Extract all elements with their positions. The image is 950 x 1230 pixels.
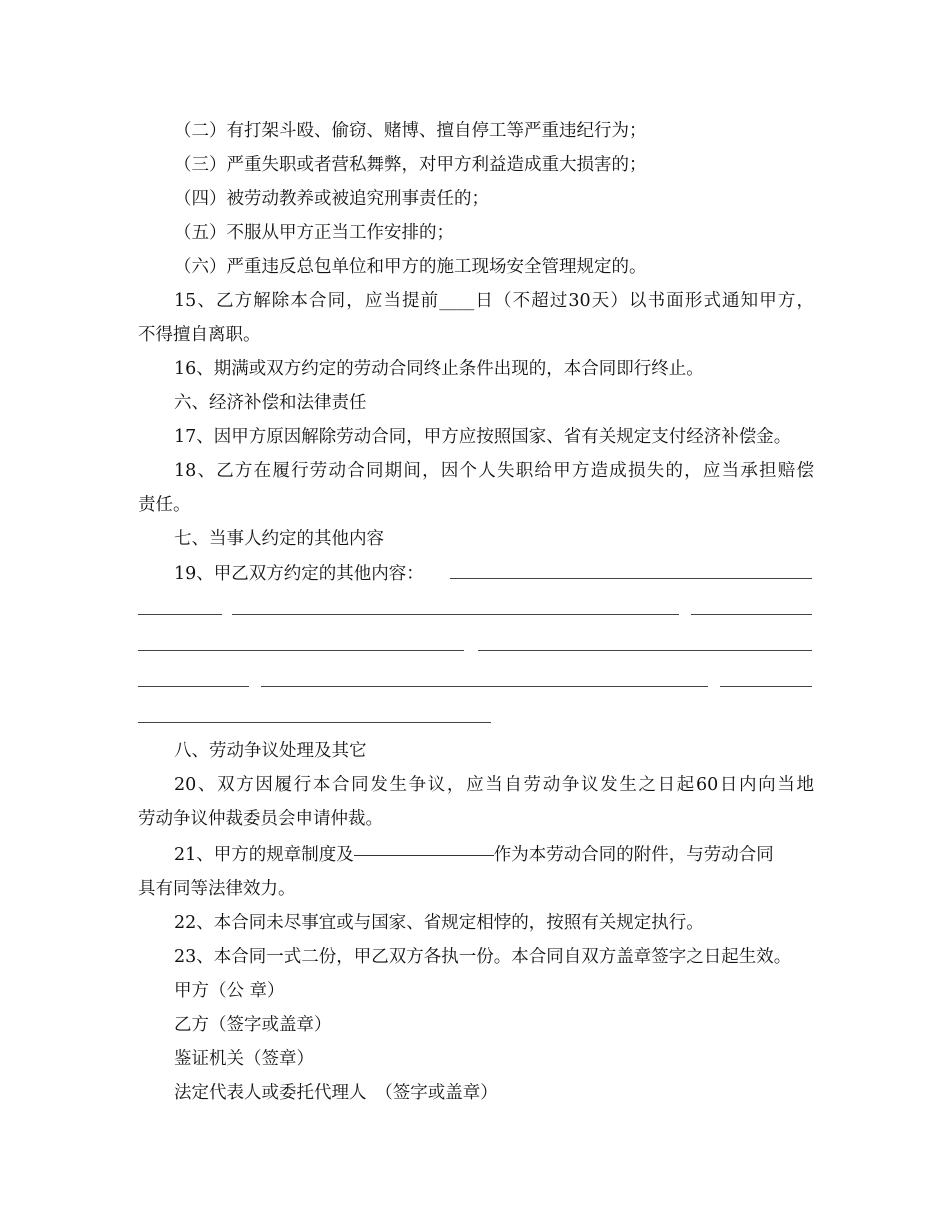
section-heading-8: 八、劳动争议处理及其它 [174, 741, 367, 761]
clause-15: 15、乙方解除本合同，应当提前____日（不超过30天）以书面形式通知甲方， [174, 291, 814, 311]
clause-17: 17、因甲方原因解除劳动合同，甲方应按照国家、省有关规定支付经济补偿金。 [174, 427, 792, 447]
clause-item-2: （二）有打架斗殴、偷窃、赌博、擅自停工等严重违纪行为； [174, 121, 647, 141]
clause-21-cont: 具有同等法律效力。 [138, 879, 296, 899]
clause-21 [174, 838, 814, 872]
fill-in-line [138, 614, 222, 615]
authentication-authority: 鉴证机关（签章） [174, 1049, 314, 1069]
fill-in-line [691, 614, 812, 615]
clause-item-3: （三）严重失职或者营私舞弊，对甲方利益造成重大损害的； [174, 155, 647, 175]
clause-20: 20、双方因履行本合同发生争议，应当自劳动争议发生之日起60日内向当地 [174, 775, 814, 795]
clause-21-part-1: 21、甲方的规章制度及 [174, 845, 354, 865]
clause-item-4: （四）被劳动教养或被追究刑事责任的； [174, 189, 489, 209]
fill-in-line [232, 614, 679, 615]
section-heading-7: 七、当事人约定的其他内容 [174, 529, 384, 549]
clause-15-cont: 不得擅自离职。 [138, 325, 261, 345]
clause-18: 18、乙方在履行劳动合同期间，因个人失职给甲方造成损失的，应当承担赔偿 [174, 461, 814, 481]
clause-23: 23、本合同一式二份，甲乙双方各执一份。本合同自双方盖章签字之日起生效。 [174, 947, 792, 967]
clause-21-part-2: 作为本劳动合同的附件，与劳动合同 [493, 845, 774, 865]
fill-in-line [450, 578, 812, 579]
fill-in-line [138, 650, 464, 651]
clause-19: 19、甲乙双方约定的其他内容： [174, 564, 424, 584]
fill-in-line [478, 650, 812, 651]
party-a-seal: 甲方（公 章） [174, 981, 285, 1001]
clause-20-cont: 劳动争议仲裁委员会申请仲裁。 [138, 809, 383, 829]
party-b-signature: 乙方（签字或盖章） [174, 1015, 332, 1035]
clause-item-5: （五）不服从甲方正当工作安排的； [174, 223, 454, 243]
clause-item-6: （六）严重违反总包单位和甲方的施工现场安全管理规定的。 [174, 257, 647, 277]
fill-in-line [720, 686, 812, 687]
fill-in-line [261, 686, 708, 687]
clause-22: 22、本合同未尽事宜或与国家、省规定相悖的，按照有关规定执行。 [174, 913, 704, 933]
legal-representative: 法定代表人或委托代理人 （签字或盖章） [174, 1083, 498, 1103]
clause-18-cont: 责任。 [138, 495, 191, 515]
fill-in-blank [354, 854, 494, 856]
fill-in-line [138, 722, 491, 723]
section-heading-6: 六、经济补偿和法律责任 [174, 393, 367, 413]
clause-16: 16、期满或双方约定的劳动合同终止条件出现的，本合同即行终止。 [174, 359, 704, 379]
fill-in-line [138, 686, 249, 687]
